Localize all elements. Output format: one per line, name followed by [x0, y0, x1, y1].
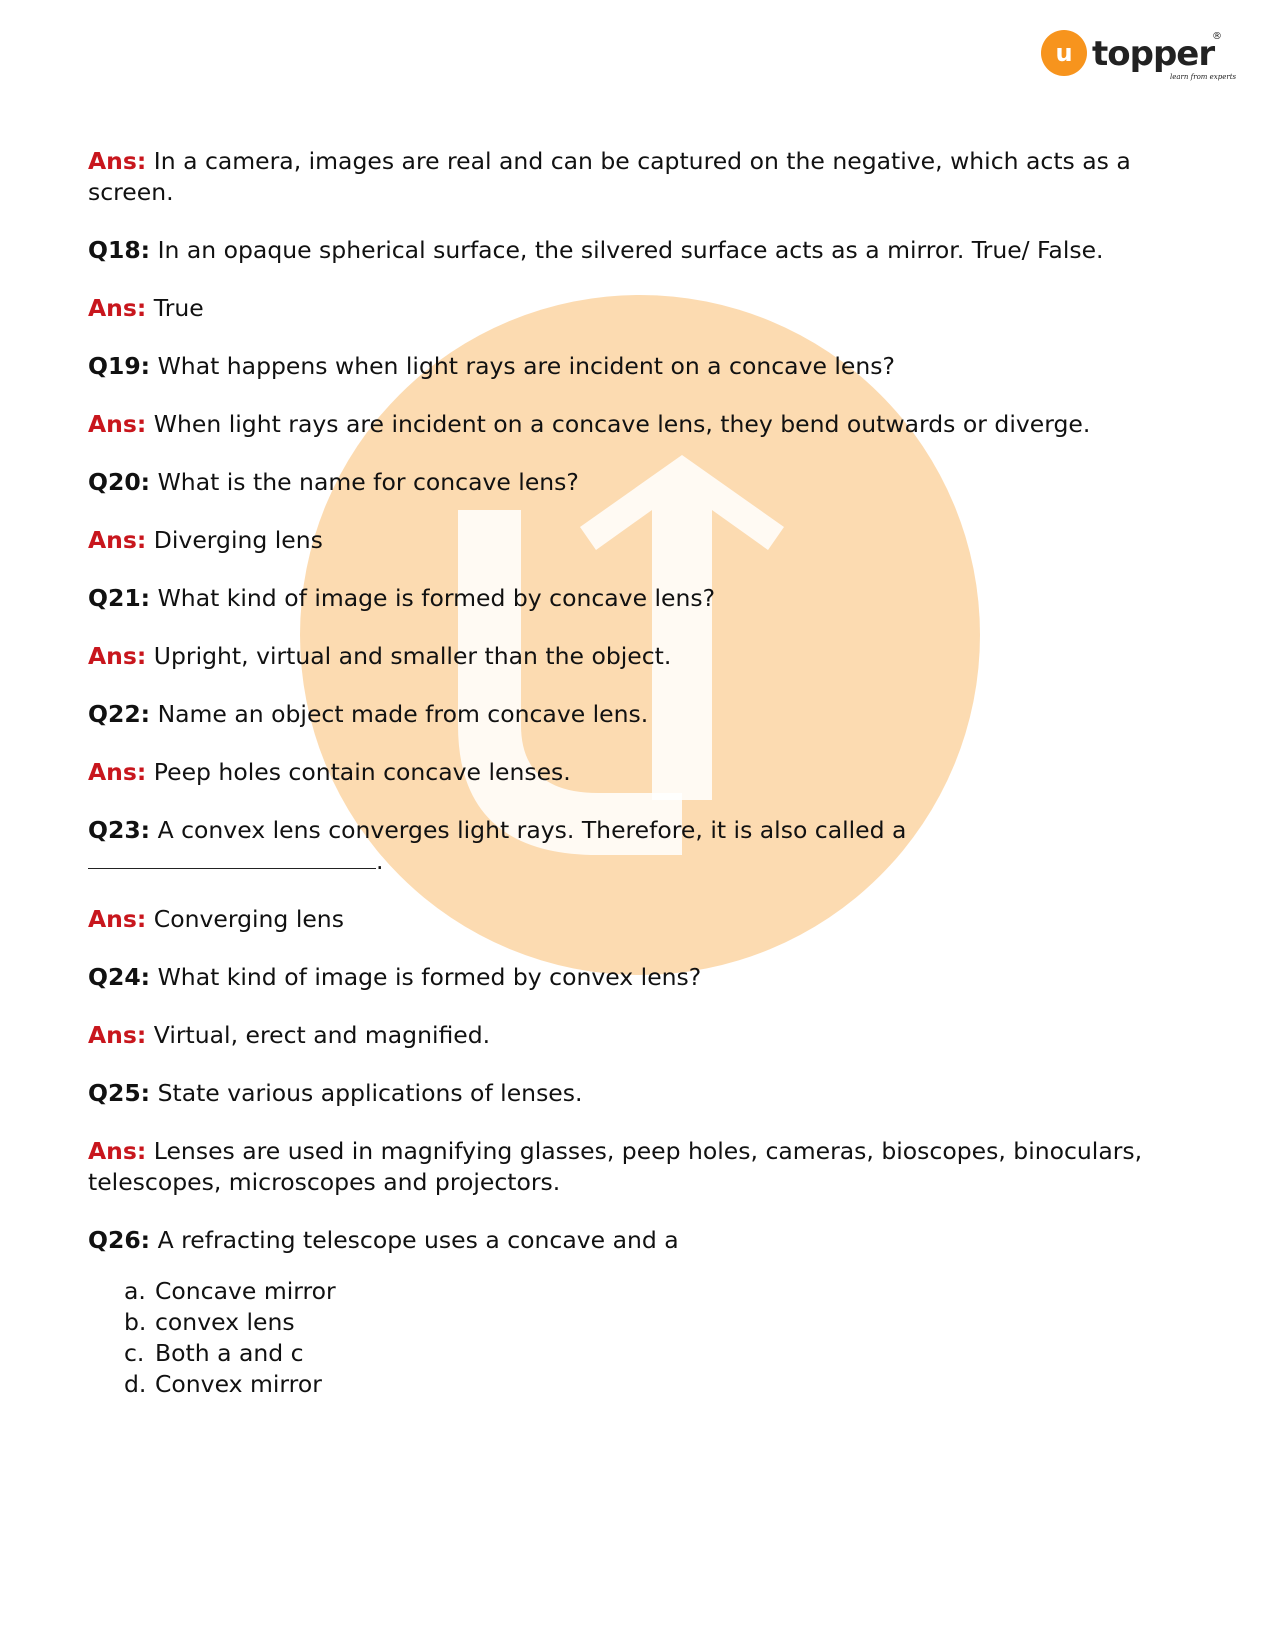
question-label: Q19:: [88, 352, 151, 380]
question-block: [88, 235, 1198, 266]
question-text: A convex lens converges light rays. Therefore, it is also called a: [157, 816, 907, 844]
question-block: [88, 583, 1198, 614]
question-block: [88, 962, 1198, 993]
question-text: A refracting telescope uses a concave and a: [157, 1226, 679, 1254]
answer-label: Ans:: [88, 294, 147, 322]
answer-label: Ans:: [88, 642, 147, 670]
option-text: Both a and c: [155, 1339, 304, 1367]
topper-logo: [1040, 28, 1240, 90]
question-label: Q20:: [88, 468, 151, 496]
question-label: Q21:: [88, 584, 151, 612]
question-label: Q25:: [88, 1079, 151, 1107]
qa-content: [88, 146, 1198, 1400]
question-text: State various applications of lenses.: [157, 1079, 583, 1107]
option-item: [124, 1369, 1198, 1400]
logo-brand-name: topper: [1092, 34, 1215, 74]
blank-period: .: [376, 847, 384, 875]
option-item: [124, 1307, 1198, 1338]
question-label: Q23:: [88, 816, 151, 844]
answer-text: In a camera, images are real and can be captured on the negative, which acts as a screen.: [88, 147, 1131, 206]
question-block: [88, 699, 1198, 730]
question-text: In an opaque spherical surface, the silvered surface acts as a mirror. True/ False.: [157, 236, 1104, 264]
answer-text: When light rays are incident on a concave lens, they bend outwards or diverge.: [153, 410, 1091, 438]
question-block: [88, 1078, 1198, 1109]
answer-block: [88, 1020, 1198, 1051]
option-marker: b.: [124, 1308, 147, 1336]
question-text: Name an object made from concave lens.: [157, 700, 649, 728]
answer-text: True: [153, 294, 204, 322]
question-label: Q22:: [88, 700, 151, 728]
answer-block: [88, 409, 1198, 440]
answer-text: Diverging lens: [153, 526, 323, 554]
question-block: [88, 467, 1198, 498]
answer-block: [88, 293, 1198, 324]
option-text: Concave mirror: [155, 1277, 336, 1305]
answer-label: Ans:: [88, 1021, 147, 1049]
logo-tagline: learn from experts: [1170, 73, 1237, 81]
question-block: [88, 1225, 1198, 1256]
question-text: What happens when light rays are incident on a concave lens?: [157, 352, 896, 380]
answer-block: [88, 525, 1198, 556]
answer-text: Virtual, erect and magnified.: [153, 1021, 491, 1049]
option-text: convex lens: [155, 1308, 295, 1336]
logo-letter: u: [1055, 39, 1073, 67]
answer-block: [88, 904, 1198, 935]
question-label: Q24:: [88, 963, 151, 991]
question-block: [88, 351, 1198, 382]
answer-label: Ans:: [88, 147, 147, 175]
answer-block: [88, 641, 1198, 672]
question-text: What is the name for concave lens?: [157, 468, 579, 496]
question-text: What kind of image is formed by convex lens?: [157, 963, 702, 991]
answer-label: Ans:: [88, 758, 147, 786]
option-marker: c.: [124, 1339, 145, 1367]
answer-block: [88, 1136, 1198, 1198]
answer-text: Converging lens: [153, 905, 344, 933]
answer-label: Ans:: [88, 526, 147, 554]
option-marker: a.: [124, 1277, 146, 1305]
answer-label: Ans:: [88, 1137, 147, 1165]
question-label: Q18:: [88, 236, 151, 264]
answer-label: Ans:: [88, 905, 147, 933]
fill-in-blank: [88, 846, 376, 869]
option-item: [124, 1276, 1198, 1307]
answer-text: Peep holes contain concave lenses.: [153, 758, 571, 786]
question-text: What kind of image is formed by concave lens?: [157, 584, 716, 612]
question-block: [88, 815, 1198, 877]
option-marker: d.: [124, 1370, 147, 1398]
answer-text: Upright, virtual and smaller than the object.: [153, 642, 672, 670]
answer-label: Ans:: [88, 410, 147, 438]
logo-registered-mark: ®: [1212, 31, 1222, 42]
option-item: [124, 1338, 1198, 1369]
options-list: [88, 1276, 1198, 1400]
answer-block: [88, 146, 1198, 208]
question-label: Q26:: [88, 1226, 151, 1254]
option-text: Convex mirror: [155, 1370, 322, 1398]
answer-text: Lenses are used in magnifying glasses, peep holes, cameras, bioscopes, binoculars, telescopes, microscopes and projectors.: [88, 1137, 1143, 1196]
answer-block: [88, 757, 1198, 788]
